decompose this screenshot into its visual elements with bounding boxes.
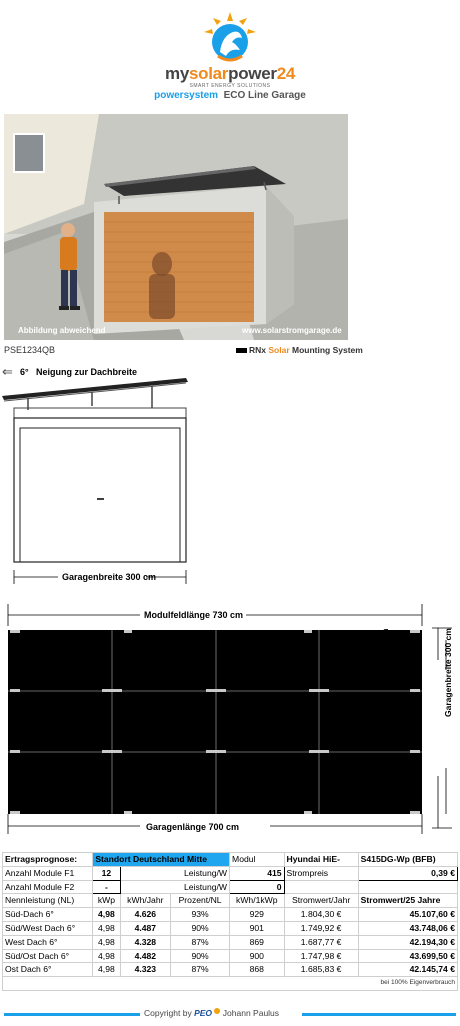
table-header-row (3, 853, 458, 867)
cell: 90% (171, 949, 230, 963)
side-view-drawing (0, 370, 200, 590)
footer-copyright: Copyright by PEO Johann Paulus (144, 1008, 280, 1018)
table-row (3, 908, 458, 922)
cell: 4,98 (93, 908, 120, 922)
garage-width-label: Garagenbreite 300 cm (443, 628, 453, 717)
brand-logo-icon (200, 12, 260, 64)
peo-logo: PEO (194, 1008, 213, 1018)
col-header: Nennleistung (NL) (3, 894, 93, 908)
price-label: Strompreis (284, 866, 358, 880)
module-field-length-label: Modulfeldlänge 730 cm (144, 610, 244, 620)
location-cell: Standort Deutschland Mitte (93, 853, 230, 867)
cell: Süd-Dach 6° (3, 908, 93, 922)
tilt-label: Neigung zur Dachbreite (36, 367, 138, 377)
garage-length-label: Garagenlänge 700 cm (146, 822, 240, 832)
mounting-system-icon (236, 348, 247, 353)
footer (0, 1000, 460, 1026)
side-width-label: Garagenbreite 300 cm (62, 572, 157, 582)
col-header: Stromwert/Jahr (284, 894, 358, 908)
yield-forecast-table (2, 852, 458, 991)
self-consumption-note: bei 100% Eigenverbrauch (3, 977, 458, 991)
cell: 4.323 (120, 963, 171, 977)
col-header: Prozent/NL (171, 894, 230, 908)
tilt-angle: 6° (20, 367, 29, 377)
col-header: kWh/Jahr (120, 894, 171, 908)
module-field-grid (8, 630, 422, 814)
cell: 4.626 (120, 908, 171, 922)
mounting-system-label: RNx Solar Mounting System (236, 345, 363, 355)
cell: 4,98 (93, 949, 120, 963)
f2-value[interactable]: - (93, 880, 120, 894)
cell: 1.747,98 € (284, 949, 358, 963)
cell: 87% (171, 935, 230, 949)
cell: 900 (230, 949, 285, 963)
brand-tagline: SMART ENERGY SOLUTIONS (189, 83, 271, 89)
cell: 869 (230, 935, 285, 949)
cell: 43.748,06 € (358, 921, 457, 935)
forecast-label: Ertragsprognose: (3, 853, 93, 867)
price-value[interactable]: 0,39 € (358, 866, 457, 880)
cell: 42.194,30 € (358, 935, 457, 949)
col-header: kWp (93, 894, 120, 908)
cell: 87% (171, 963, 230, 977)
cell: 43.699,50 € (358, 949, 457, 963)
table-column-headers (3, 894, 458, 908)
cell: 1.687,77 € (284, 935, 358, 949)
module-name-b: S415DG-Wp (BFB) (358, 853, 457, 867)
f2-power-label: Leistung/W (120, 880, 230, 894)
f2-power-value[interactable]: 0 (230, 880, 285, 894)
f1-label: Anzahl Module F1 (3, 866, 93, 880)
f1-power-label: Leistung/W (120, 866, 230, 880)
cell: 90% (171, 921, 230, 935)
table-row (3, 977, 458, 991)
footer-line-right (302, 1013, 456, 1016)
cell: 868 (230, 963, 285, 977)
cell: 45.107,60 € (358, 908, 457, 922)
cell: 4.328 (120, 935, 171, 949)
table-row (3, 921, 458, 935)
table-row (3, 880, 458, 894)
f2-label: Anzahl Module F2 (3, 880, 93, 894)
tilt-arrow-icon: ⇐ (2, 364, 13, 379)
cell: 4,98 (93, 963, 120, 977)
table-row (3, 866, 458, 880)
footer-line-left (4, 1013, 140, 1016)
peo-sun-icon (214, 1008, 220, 1014)
f1-value[interactable]: 12 (93, 866, 120, 880)
cell: 4,98 (93, 935, 120, 949)
brand-name: mysolarpower24 (165, 64, 295, 83)
cell: Süd/Ost Dach 6° (3, 949, 93, 963)
cell: 1.804,30 € (284, 908, 358, 922)
f1-power-value[interactable]: 415 (230, 866, 285, 880)
cell: 1.685,83 € (284, 963, 358, 977)
illustration-note: Abbildung abweichend (18, 326, 106, 335)
table-row (3, 963, 458, 977)
garage-illustration (4, 114, 348, 340)
cell: 93% (171, 908, 230, 922)
cell: 929 (230, 908, 285, 922)
cell: Ost Dach 6° (3, 963, 93, 977)
cell: 901 (230, 921, 285, 935)
module-label: Modul (230, 853, 285, 867)
cell: 4.482 (120, 949, 171, 963)
cell: 42.145,74 € (358, 963, 457, 977)
product-title: powersystem ECO Line Garage (154, 90, 306, 101)
cell: 1.749,92 € (284, 921, 358, 935)
col-header: Stromwert/25 Jahre (358, 894, 457, 908)
col-header: kWh/1kWp (230, 894, 285, 908)
cell: West Dach 6° (3, 935, 93, 949)
module-name-a: Hyundai HiE- (284, 853, 358, 867)
table-row (3, 935, 458, 949)
product-code: PSE1234QB (4, 345, 56, 355)
cell: Süd/West Dach 6° (3, 921, 93, 935)
website-url: www.solarstromgarage.de (242, 326, 342, 335)
cell: 4.487 (120, 921, 171, 935)
table-row (3, 949, 458, 963)
cell: 4,98 (93, 921, 120, 935)
